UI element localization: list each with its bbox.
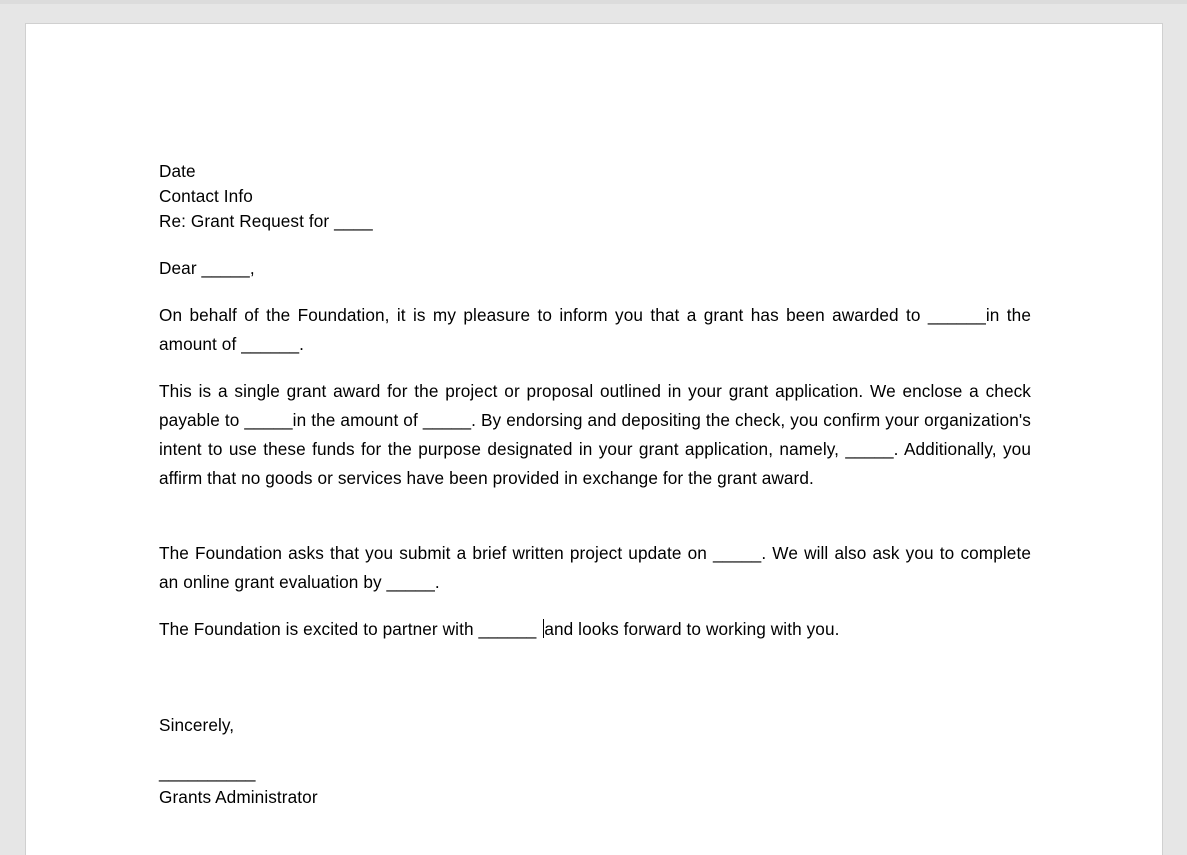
paragraph-award: On behalf of the Foundation, it is my pleasure to inform you that a grant has been awarded to ______in the amount of ______. (159, 305, 1031, 354)
salutation: Dear _____, (159, 258, 255, 278)
signer-title: Grants Administrator (159, 787, 318, 807)
date-line: Date (159, 161, 196, 181)
partnership-text-start: The Foundation is excited to partner with ______ (159, 619, 542, 639)
signature-line: __________ (159, 762, 256, 782)
partnership-text-end: and looks forward to working with you. (544, 619, 840, 639)
paragraph-terms: This is a single grant award for the project or proposal outlined in your grant application. We enclose a check payable to _____in the amount of _____. By endorsing and depositing the check, you confirm your organization's intent to use these funds for the purpose designated in your grant application, namely, _____. Additionally, you affirm that no goods or services have been provided in exchange for the grant award. (159, 381, 1031, 488)
paragraph-reporting: The Foundation asks that you submit a brief written project update on _____. We will also ask you to complete an online grant evaluation by _____. (159, 543, 1031, 592)
contact-info-line: Contact Info (159, 186, 253, 206)
ruler-strip (0, 0, 1187, 4)
re-line: Re: Grant Request for ____ (159, 211, 373, 231)
document-page[interactable] (25, 23, 1163, 855)
paragraph-partnership (159, 615, 1031, 644)
closing: Sincerely, (159, 715, 235, 735)
